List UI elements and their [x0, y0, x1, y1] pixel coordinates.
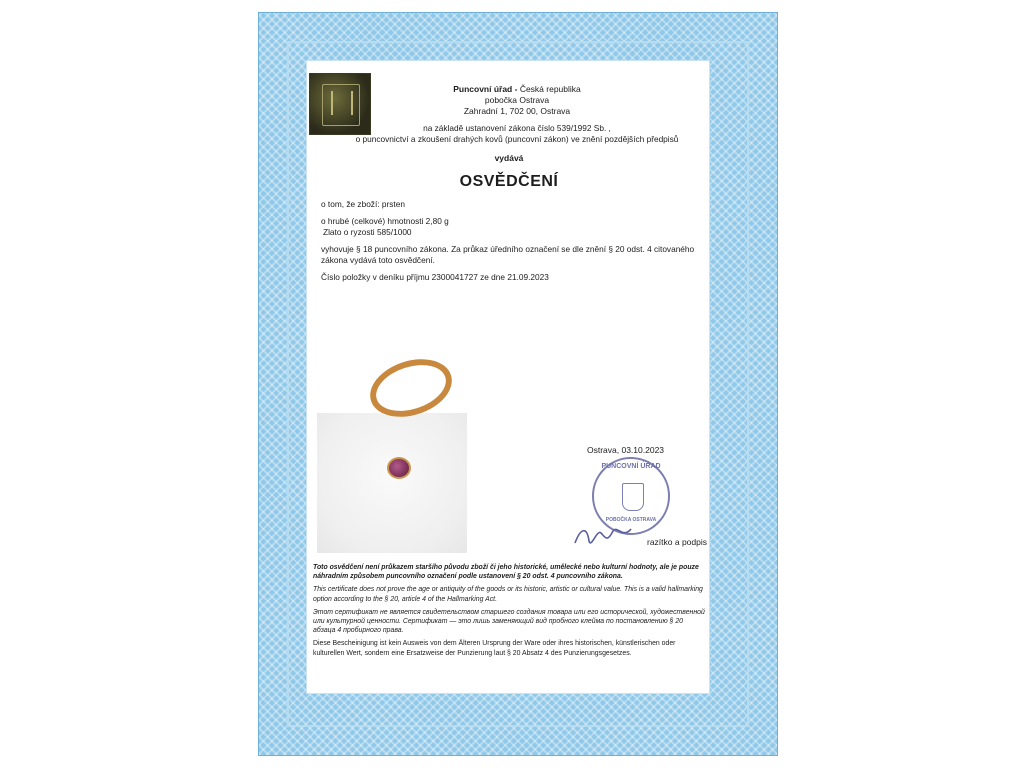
signature-icon — [571, 521, 641, 551]
office-country: Česká republika — [517, 84, 581, 94]
disclaimer-de: Diese Bescheinigung ist kein Ausweis von dem Älteren Ursprung der Ware oder ihres historischen, künstlerischen oder kulturellen Wert, sondern eine Ersatzweise der Punzierung laut § 20 Absatz 4 des Punzierungsgesetzes. — [313, 640, 676, 657]
place-and-date: Ostrava, 03.10.2023 — [587, 445, 665, 455]
weight-line: o hrubé (celkové) hmotnosti 2,80 g — [321, 216, 449, 226]
ring-photo — [317, 413, 467, 553]
ring-gem-icon — [387, 457, 411, 479]
disclaimer-ru: Этот сертификат не является свидетельством старшего создания товара или его исторической, художественной или культурной ценности. Сертификат — это лишь заменяющий вид пробного клейма по постановлению § 20 абзаца 4 пробирного права. — [313, 608, 705, 635]
stamp-text: PUNCOVNÍ ÚŘAD — [601, 463, 661, 470]
legal-basis — [337, 123, 697, 145]
certificate-body — [321, 199, 701, 283]
signature-caption: razítko a podpis — [647, 537, 708, 547]
disclaimer-cz: Toto osvědčení není průkazem staršího původu zboží či jeho historické, umělecké nebo kulturní hodnoty, ale je pouze náhradním způsobem puncovního označení podle ustanovení § 20 odst. 4 puncovního zákona. — [313, 564, 699, 581]
office-line — [377, 84, 657, 95]
office-name: Puncovní úřad - — [453, 84, 518, 94]
disclaimer-footer — [313, 563, 705, 662]
branch-line: pobočka Ostrava — [484, 95, 550, 105]
stamp-shield-icon — [622, 483, 644, 511]
legal-line-2: o puncovnictví a zkoušení drahých kovů (puncovní zákon) ve znění pozdějších předpisů — [355, 134, 679, 144]
issuer-header — [377, 84, 657, 117]
disclaimer-en: This certificate does not prove the age or antiquity of the goods or its historic, artistic or cultural value. This is a valid hallmarking option according to the § 20, article 4 of the Hallmarking Act. — [313, 586, 703, 603]
gold-line: Zlato o ryzosti 585/1000 — [323, 227, 412, 237]
record-line: Číslo položky v deníku příjmu 2300041727 ze dne 21.09.2023 — [321, 272, 549, 282]
compliance-text: vyhovuje § 18 puncovního zákona. Za průkaz úředního označení se dle znění § 20 odst. 4 citovaného zákona vydává toto osvědčení. — [321, 244, 695, 265]
address-line: Zahradní 1, 702 00, Ostrava — [463, 106, 571, 116]
logo-mark-icon — [322, 84, 360, 126]
legal-line-1: na základě ustanovení zákona číslo 539/1992 Sb. , — [423, 123, 611, 133]
issues-label: vydává — [494, 153, 524, 163]
document-title: OSVĚDČENÍ — [459, 173, 559, 190]
certificate-paper — [306, 60, 710, 694]
stamp-subtext: POBOČKA OSTRAVA — [605, 517, 657, 523]
goods-line: o tom, že zboží: prsten — [321, 199, 405, 209]
